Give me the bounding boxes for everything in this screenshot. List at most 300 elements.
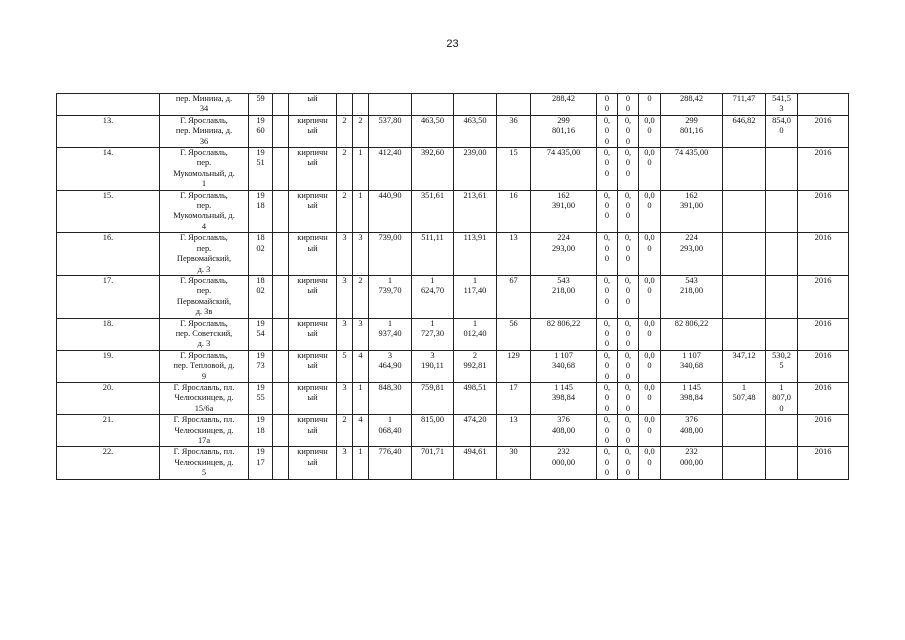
- cell-line: 0: [604, 339, 610, 349]
- cell-area-private: [454, 275, 497, 318]
- table-row: [57, 415, 849, 447]
- cell-number: 21.: [57, 415, 160, 447]
- cell-area-total: [369, 275, 412, 318]
- cell-line: 0: [625, 104, 631, 114]
- cell-area-living: [412, 275, 454, 318]
- cell-line: 0,: [624, 233, 632, 243]
- cell-line: 19: [256, 447, 265, 457]
- cell-year-planned: 2016: [798, 275, 849, 318]
- cell-line: 19: [256, 148, 265, 158]
- cell-line: 17а: [197, 436, 211, 445]
- cell-line: 18: [256, 201, 265, 211]
- cell-year: [249, 148, 273, 191]
- cell-line: 0: [625, 254, 631, 264]
- cell-line: 0: [604, 104, 610, 114]
- cell-area-private: [454, 382, 497, 414]
- cell-empty: [273, 350, 289, 382]
- cell-line: 18: [256, 275, 265, 285]
- cell-line: 0: [604, 211, 610, 221]
- cell-line: 2: [472, 350, 478, 360]
- cell-total: [661, 415, 723, 447]
- cell-line: 0: [625, 158, 631, 168]
- cell-fund-1: [597, 233, 618, 276]
- cell-year-planned: 2016: [798, 447, 849, 479]
- cell-total: [661, 447, 723, 479]
- cell-line: 0: [604, 254, 610, 264]
- cell-cost: [531, 94, 597, 116]
- cell-line: Г. Ярославль,: [180, 318, 228, 328]
- cell-max-cost: [766, 233, 798, 276]
- cell-unit-cost: [723, 415, 766, 447]
- cell-area-private: [454, 115, 497, 147]
- cell-line: 232: [685, 447, 698, 457]
- cell-line: 0,0: [644, 190, 655, 200]
- cell-line: 376: [685, 415, 698, 425]
- cell-line: 0: [604, 361, 610, 371]
- cell-material: [289, 350, 337, 382]
- cell-line: 190,11: [421, 361, 444, 371]
- cell-area-living: [412, 233, 454, 276]
- cell-number: 15.: [57, 190, 160, 233]
- cell-line: 0: [625, 339, 631, 349]
- cell-line: 739,00: [378, 233, 402, 243]
- cell-address: [160, 233, 249, 276]
- cell-cost: [531, 275, 597, 318]
- cell-line: 992,81: [463, 361, 487, 371]
- cell-line: 19: [256, 350, 265, 360]
- cell-total: [661, 148, 723, 191]
- cell-line: 0: [647, 201, 652, 211]
- cell-entrances: 2: [353, 275, 369, 318]
- cell-area-total: [369, 447, 412, 479]
- cell-residents: 129: [497, 350, 531, 382]
- cell-residents: 13: [497, 233, 531, 276]
- cell-line: Г. Ярославль,: [180, 350, 228, 360]
- cell-line: кирпичн: [297, 350, 328, 360]
- cell-line: кирпичн: [297, 233, 328, 243]
- cell-line: 02: [256, 243, 265, 253]
- cell-material: [289, 233, 337, 276]
- cell-entrances: 1: [353, 148, 369, 191]
- cell-line: 224: [685, 233, 698, 243]
- cell-empty: [273, 382, 289, 414]
- cell-line: Г. Ярославль, пл.: [173, 447, 235, 457]
- cell-area-living: [412, 350, 454, 382]
- cell-line: 82 806,22: [546, 318, 581, 328]
- cell-fund-2: [618, 115, 639, 147]
- table-row: [57, 382, 849, 414]
- cell-line: 537,80: [378, 115, 402, 125]
- cell-line: 19: [256, 190, 265, 200]
- cell-fund-2: [618, 447, 639, 479]
- cell-number: 16.: [57, 233, 160, 276]
- cell-fund-1: [597, 318, 618, 350]
- cell-line: 02: [256, 286, 265, 296]
- cell-line: 0: [604, 468, 610, 478]
- cell-line: 0,0: [644, 447, 655, 457]
- cell-line: Г. Ярославль, пл.: [173, 415, 235, 425]
- cell-line: 351,61: [420, 190, 445, 200]
- cell-material: [289, 415, 337, 447]
- cell-line: 0: [625, 425, 631, 435]
- cell-unit-cost: [723, 94, 766, 116]
- cell-line: 0,0: [644, 382, 655, 392]
- cell-line: 0: [647, 243, 652, 253]
- cell-line: 624,70: [420, 286, 445, 296]
- cell-line: 18: [256, 233, 265, 243]
- cell-area-private: [454, 94, 497, 116]
- cell-area-total: [369, 190, 412, 233]
- cell-line: 0,: [603, 115, 611, 125]
- cell-line: 0: [625, 243, 631, 253]
- cell-unit-cost: [723, 233, 766, 276]
- cell-line: 0: [625, 201, 631, 211]
- cell-line: 19: [256, 415, 265, 425]
- cell-line: 507,48: [732, 393, 756, 403]
- cell-year: [249, 94, 273, 116]
- cell-material: [289, 94, 337, 116]
- cell-cost: [531, 115, 597, 147]
- cell-line: 0: [604, 403, 610, 413]
- cell-residents: [497, 94, 531, 116]
- cell-total: [661, 94, 723, 116]
- cell-fund-2: [618, 318, 639, 350]
- cell-line: 0: [604, 168, 610, 178]
- cell-line: 0: [604, 328, 610, 338]
- cell-line: 392,60: [420, 148, 445, 158]
- cell-line: 1: [387, 275, 393, 285]
- cell-max-cost: [766, 148, 798, 191]
- cell-line: 117,40: [463, 286, 487, 296]
- cell-line: 1: [430, 275, 435, 285]
- cell-line: 59: [256, 94, 265, 103]
- cell-max-cost: [766, 115, 798, 147]
- cell-line: 0: [625, 371, 631, 381]
- cell-line: 530,2: [772, 350, 791, 360]
- cell-address: [160, 350, 249, 382]
- cell-line: 0: [625, 468, 631, 478]
- cell-line: 218,00: [551, 286, 576, 296]
- cell-line: 0,: [603, 382, 611, 392]
- cell-floors: [337, 94, 353, 116]
- cell-line: ый: [307, 286, 318, 296]
- cell-unit-cost: [723, 350, 766, 382]
- cell-line: Первомайский,: [176, 254, 232, 264]
- cell-number: 18.: [57, 318, 160, 350]
- cell-line: Г. Ярославль, пл.: [173, 382, 235, 392]
- cell-fund-1: [597, 447, 618, 479]
- cell-line: пер. Советский,: [175, 328, 233, 338]
- cell-empty: [273, 148, 289, 191]
- cell-cost: [531, 350, 597, 382]
- cell-year-planned: 2016: [798, 318, 849, 350]
- cell-line: 0: [647, 94, 652, 103]
- cell-line: 463,50: [463, 115, 487, 125]
- cell-area-living: [412, 447, 454, 479]
- cell-empty: [273, 415, 289, 447]
- cell-year: [249, 190, 273, 233]
- table-row: [57, 275, 849, 318]
- cell-line: Г. Ярославль,: [180, 275, 228, 285]
- cell-area-living: [412, 190, 454, 233]
- cell-line: 0: [625, 286, 631, 296]
- cell-line: 74 435,00: [546, 148, 581, 158]
- cell-material: [289, 382, 337, 414]
- cell-entrances: 4: [353, 415, 369, 447]
- cell-line: 068,40: [378, 425, 402, 435]
- cell-line: 463,50: [420, 115, 445, 125]
- cell-line: 0: [604, 126, 610, 136]
- cell-line: ый: [307, 243, 318, 253]
- cell-total: [661, 233, 723, 276]
- cell-max-cost: [766, 94, 798, 116]
- cell-total: [661, 275, 723, 318]
- cell-line: 440,90: [378, 190, 402, 200]
- page-number: 23: [446, 38, 459, 50]
- cell-material: [289, 275, 337, 318]
- cell-line: пер.: [196, 158, 212, 168]
- cell-fund-2: [618, 233, 639, 276]
- cell-max-cost: [766, 350, 798, 382]
- cell-max-cost: [766, 275, 798, 318]
- cell-number: 17.: [57, 275, 160, 318]
- cell-floors: 2: [337, 190, 353, 233]
- cell-line: 541,5: [772, 94, 791, 103]
- cell-line: 511,11: [421, 233, 444, 243]
- cell-fund-3: [639, 415, 661, 447]
- cell-line: 36: [199, 136, 209, 146]
- cell-residents: 36: [497, 115, 531, 147]
- cell-line: 776,40: [378, 447, 402, 457]
- cell-empty: [273, 115, 289, 147]
- cell-fund-3: [639, 94, 661, 116]
- cell-line: пер.: [196, 201, 212, 211]
- cell-line: 759,81: [420, 382, 445, 392]
- cell-line: 937,40: [378, 328, 402, 338]
- cell-year-planned: 2016: [798, 350, 849, 382]
- cell-line: 0,: [624, 275, 632, 285]
- cell-line: 012,40: [463, 328, 487, 338]
- cell-line: 0: [625, 126, 631, 136]
- cell-line: 73: [256, 361, 265, 371]
- cell-line: 0: [625, 393, 631, 403]
- cell-line: 0,0: [644, 350, 655, 360]
- cell-line: 224: [557, 233, 570, 243]
- cell-line: 0: [604, 425, 610, 435]
- cell-line: 0,: [624, 350, 632, 360]
- cell-line: ый: [307, 201, 318, 211]
- cell-line: 1 145: [554, 382, 573, 392]
- cell-fund-1: [597, 275, 618, 318]
- cell-line: пер. Минина, д.: [175, 94, 233, 103]
- cell-line: 232: [557, 447, 570, 457]
- cell-number: [57, 94, 160, 116]
- cell-year: [249, 350, 273, 382]
- cell-max-cost: [766, 447, 798, 479]
- cell-line: 0: [604, 286, 610, 296]
- cell-line: 213,61: [463, 190, 487, 200]
- cell-area-total: [369, 148, 412, 191]
- cell-line: 0,: [624, 447, 632, 457]
- cell-unit-cost: [723, 148, 766, 191]
- cell-number: 20.: [57, 382, 160, 414]
- cell-year: [249, 233, 273, 276]
- cell-line: 340,68: [551, 361, 576, 371]
- table-row: [57, 148, 849, 191]
- cell-line: 398,84: [679, 393, 704, 403]
- cell-line: 1: [779, 382, 784, 392]
- cell-area-total: [369, 350, 412, 382]
- cell-line: 0: [604, 94, 610, 103]
- cell-line: Г. Ярославль,: [180, 115, 228, 125]
- cell-year-planned: [798, 94, 849, 116]
- cell-line: 498,51: [463, 382, 487, 392]
- cell-area-living: [412, 415, 454, 447]
- cell-area-total: [369, 115, 412, 147]
- cell-line: 0,: [603, 415, 611, 425]
- cell-line: 1: [472, 318, 478, 328]
- cell-floors: 3: [337, 382, 353, 414]
- cell-floors: 3: [337, 447, 353, 479]
- cell-line: 9: [201, 371, 207, 381]
- cell-line: пер.: [196, 286, 212, 296]
- cell-line: 0,0: [644, 233, 655, 243]
- cell-total: [661, 190, 723, 233]
- cell-line: 162: [557, 190, 570, 200]
- cell-fund-2: [618, 190, 639, 233]
- cell-line: 162: [685, 190, 698, 200]
- cell-address: [160, 94, 249, 116]
- cell-empty: [273, 190, 289, 233]
- cell-cost: [531, 148, 597, 191]
- cell-line: 0,: [624, 190, 632, 200]
- cell-line: 0: [604, 371, 610, 381]
- cell-year: [249, 275, 273, 318]
- cell-area-living: [412, 318, 454, 350]
- cell-line: 0: [604, 158, 610, 168]
- cell-line: Г. Ярославль,: [180, 148, 228, 158]
- cell-area-living: [412, 115, 454, 147]
- cell-line: кирпичн: [297, 318, 328, 328]
- cell-line: 0: [625, 328, 631, 338]
- cell-year-planned: 2016: [798, 115, 849, 147]
- cell-line: 218,00: [679, 286, 704, 296]
- cell-line: 739,70: [378, 286, 402, 296]
- cell-total: [661, 382, 723, 414]
- cell-max-cost: [766, 415, 798, 447]
- cell-unit-cost: [723, 275, 766, 318]
- cell-floors: 2: [337, 115, 353, 147]
- cell-line: 0: [625, 457, 631, 467]
- cell-entrances: 1: [353, 190, 369, 233]
- cell-line: 1 107: [682, 350, 701, 360]
- cell-line: ый: [307, 425, 318, 435]
- cell-line: 801,16: [551, 126, 576, 136]
- cell-line: 288,42: [551, 94, 576, 103]
- cell-line: 299: [557, 115, 570, 125]
- cell-material: [289, 318, 337, 350]
- cell-line: 474,20: [463, 415, 487, 425]
- cell-year-planned: 2016: [798, 190, 849, 233]
- cell-line: 494,61: [463, 447, 487, 457]
- cell-line: 0,: [603, 190, 611, 200]
- cell-material: [289, 190, 337, 233]
- cell-line: 0,: [624, 318, 632, 328]
- cell-fund-1: [597, 115, 618, 147]
- cell-total: [661, 350, 723, 382]
- cell-fund-3: [639, 447, 661, 479]
- cell-area-private: [454, 318, 497, 350]
- cell-line: 0: [625, 211, 631, 221]
- cell-line: ый: [307, 393, 318, 403]
- cell-line: 848,30: [378, 382, 402, 392]
- cell-line: 0,: [624, 148, 632, 158]
- cell-line: 1 107: [554, 350, 573, 360]
- cell-line: 293,00: [679, 243, 704, 253]
- cell-line: 1: [472, 275, 478, 285]
- cell-line: 1: [741, 382, 747, 392]
- cell-max-cost: [766, 190, 798, 233]
- cell-cost: [531, 233, 597, 276]
- cell-floors: 2: [337, 148, 353, 191]
- cell-line: кирпичн: [297, 115, 328, 125]
- cell-line: 54: [256, 328, 265, 338]
- cell-fund-1: [597, 94, 618, 116]
- cell-area-private: [454, 233, 497, 276]
- cell-line: 0: [625, 94, 631, 103]
- cell-area-total: [369, 318, 412, 350]
- cell-line: 0: [647, 126, 652, 136]
- cell-area-living: [412, 148, 454, 191]
- cell-line: 0: [647, 328, 652, 338]
- cell-line: кирпичн: [297, 190, 328, 200]
- cell-line: 0: [604, 136, 610, 146]
- cell-line: 1 145: [682, 382, 701, 392]
- cell-line: 0,0: [644, 148, 655, 158]
- cell-line: 408,00: [551, 425, 576, 435]
- cell-unit-cost: [723, 447, 766, 479]
- cell-year: [249, 382, 273, 414]
- cell-line: 0,0: [644, 275, 655, 285]
- cell-empty: [273, 318, 289, 350]
- cell-line: 0,: [603, 318, 611, 328]
- cell-empty: [273, 94, 289, 116]
- cell-floors: 5: [337, 350, 353, 382]
- cell-line: 288,42: [679, 94, 704, 103]
- cell-number: 22.: [57, 447, 160, 479]
- cell-total: [661, 318, 723, 350]
- cell-number: 13.: [57, 115, 160, 147]
- cell-fund-3: [639, 318, 661, 350]
- cell-residents: 56: [497, 318, 531, 350]
- table-row: [57, 318, 849, 350]
- cell-line: 0,: [603, 148, 611, 158]
- cell-max-cost: [766, 318, 798, 350]
- cell-line: Челюскинцев, д.: [174, 425, 234, 435]
- cell-number: 19.: [57, 350, 160, 382]
- cell-line: 0: [625, 136, 631, 146]
- cell-empty: [273, 233, 289, 276]
- cell-line: кирпичн: [297, 148, 328, 158]
- cell-line: 0,0: [644, 115, 655, 125]
- cell-area-total: [369, 233, 412, 276]
- cell-line: 0: [647, 361, 652, 371]
- cell-line: кирпичн: [297, 275, 328, 285]
- cell-total: [661, 115, 723, 147]
- cell-material: [289, 115, 337, 147]
- cell-fund-1: [597, 148, 618, 191]
- cell-line: 815,00: [420, 415, 445, 425]
